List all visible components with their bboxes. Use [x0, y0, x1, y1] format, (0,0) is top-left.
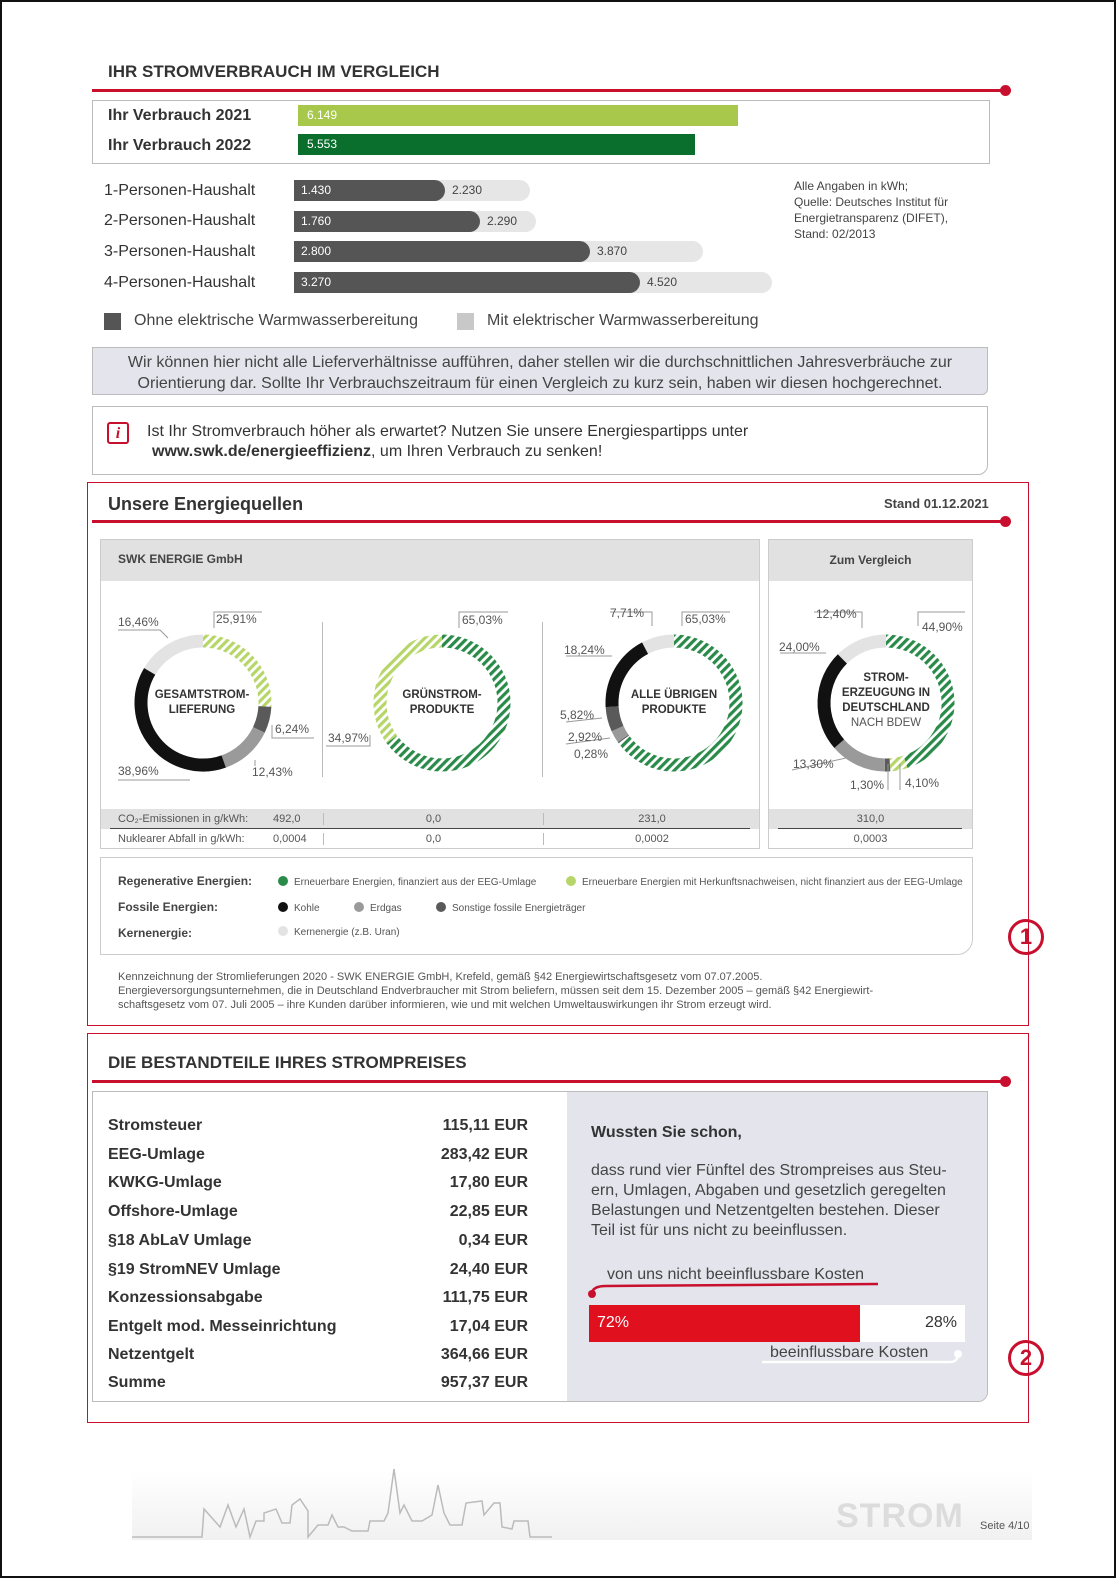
- waste-value: 0,0003: [853, 833, 888, 845]
- orientation-note: Wir können hier nicht alle Lieferverhältnisse aufführen, daher stellen wir die durchschnittlichen Jahresverbräuche zur Orientierung dar. Sollte Ihr Verbrauchszeitraum für einen Vergleich zu kurz sein, haben wir diesen hochgerechnet.: [92, 347, 988, 395]
- price-row-label: KWKG-Umlage: [108, 1174, 222, 1191]
- waste-label: Nuklearer Abfall in g/kWh:: [118, 833, 245, 845]
- household-1-with-value: 2.230: [452, 183, 483, 197]
- donut-label-line: LIEFERUNG: [168, 704, 236, 716]
- price-row-value: 957,37 EUR: [440, 1374, 528, 1391]
- household-4-without-value: 3.270: [301, 275, 332, 289]
- marker-2: 2: [1008, 1340, 1044, 1376]
- price-row-label: Konzessionsabgabe: [108, 1289, 263, 1306]
- waste-value: 0,0: [323, 833, 543, 845]
- uncontrollable-label: von uns nicht beeinflussbare Kosten: [607, 1266, 865, 1283]
- co2-value: 310,0: [856, 813, 885, 825]
- household-4-with-value: 4.520: [647, 275, 678, 289]
- pct-label: 38,96%: [118, 764, 159, 778]
- donut-segment: [224, 730, 259, 762]
- price-row-label: Stromsteuer: [108, 1117, 203, 1134]
- donut-label-line: ERZEUGUNG IN: [841, 687, 931, 699]
- price-row-label: §19 StromNEV Umlage: [108, 1261, 281, 1278]
- own-2021-label: Ihr Verbrauch 2021: [108, 107, 252, 124]
- price-row: [108, 1261, 528, 1279]
- source-line: Stand: 02/2013: [794, 227, 876, 241]
- row-divider: [778, 828, 962, 829]
- own-2021-value: 6.149: [307, 108, 338, 122]
- pct-label: 18,24%: [564, 643, 605, 657]
- legend-item-coal: [278, 902, 320, 914]
- price-row-label: EEG-Umlage: [108, 1146, 205, 1163]
- legend-dot-uran: [278, 926, 288, 936]
- price-row: [108, 1117, 528, 1135]
- pct-label: 1,30%: [850, 778, 885, 792]
- cost-split-fill: [589, 1305, 860, 1342]
- donut-segment: [890, 762, 906, 765]
- legend-item-hkn: [566, 876, 963, 888]
- did-you-know-line: Belastungen und Netzentgelten bestehen. Dieser: [591, 1202, 940, 1219]
- legend-text: Erdgas: [370, 903, 402, 914]
- price-row: [108, 1146, 528, 1164]
- legend-without: Ohne elektrische Warmwasserbereitung: [134, 312, 418, 329]
- pct-label: 24,00%: [779, 640, 820, 654]
- source-line: Energietransparenz (DIFET),: [794, 211, 949, 225]
- uncontrollable-bracket: [586, 1282, 886, 1302]
- company-name: SWK ENERGIE GmbH: [118, 552, 243, 566]
- energy-title: Unsere Energiequellen: [108, 494, 304, 514]
- price-row-label: Offshore-Umlage: [108, 1203, 238, 1220]
- controllable-pct: 28%: [925, 1314, 958, 1331]
- page-number: Seite 4/10: [980, 1520, 1030, 1532]
- pct-label: 5,82%: [560, 708, 595, 722]
- info-text-suffix: , um Ihren Verbrauch zu senken!: [371, 443, 603, 460]
- footer-brand: STROM: [836, 1497, 964, 1535]
- source-line: Quelle: Deutsches Institut für: [794, 195, 949, 209]
- donut-1-label: [144, 688, 260, 718]
- pct-label: 34,97%: [328, 731, 369, 745]
- price-row: [108, 1174, 528, 1192]
- price-row: [108, 1203, 528, 1221]
- price-row-value: 22,85 EUR: [449, 1203, 528, 1220]
- energy-footnote: [118, 970, 873, 1012]
- price-row-label: Entgelt mod. Messeinrichtung: [108, 1318, 337, 1335]
- household-2-with-value: 2.290: [487, 214, 518, 228]
- price-row-value: 17,80 EUR: [449, 1174, 528, 1191]
- price-row-value: 283,42 EUR: [440, 1146, 528, 1163]
- legend-dot-hkn: [566, 876, 576, 886]
- donut-label-line: DEUTSCHLAND: [842, 702, 930, 714]
- legend-item-other-fossil: [436, 902, 585, 914]
- pct-label: 2,92%: [568, 730, 603, 744]
- own-2022-label: Ihr Verbrauch 2022: [108, 137, 252, 154]
- legend-text: Erneuerbare Energien mit Herkunftsnachweisen, nicht finanziert aus der EEG-Umlage: [582, 877, 963, 888]
- pct-label: 0,28%: [574, 747, 609, 761]
- did-you-know-line: ern, Umlagen, Abgaben und gesetzlich geregelten: [591, 1182, 946, 1199]
- price-title: DIE BESTANDTEILE IHRES STROMPREISES: [108, 1053, 467, 1072]
- household-2-label: 2-Personen-Haushalt: [104, 212, 256, 229]
- energy-efficiency-link[interactable]: www.swk.de/energieeffizienz: [152, 443, 372, 460]
- legend-item-gas: [354, 902, 402, 914]
- pct-label: 25,91%: [216, 612, 257, 626]
- footnote-line: Energieversorgungsunternehmen, die in Deutschland Endverbraucher mit Strom beliefern, müssen seit dem 15. Dezember 2005 – gemäß §42 Energiewirt-: [118, 985, 874, 997]
- waste-value: 0,0002: [543, 833, 760, 845]
- pct-label: 13,30%: [793, 757, 834, 771]
- donut-label-line: NACH BDEW: [850, 717, 922, 729]
- donut-segment: [141, 671, 224, 765]
- legend-dot-gas: [354, 902, 364, 912]
- donut-3-label: [616, 688, 732, 718]
- donut-segment: [150, 641, 203, 671]
- legend-item-uran: [278, 926, 400, 938]
- price-row-value: 111,75 EUR: [442, 1289, 528, 1306]
- co2-value: 0,0: [323, 813, 543, 825]
- legend-item-eeg: [278, 876, 536, 888]
- info-text-line1: Ist Ihr Stromverbrauch höher als erwartet? Nutzen Sie unsere Energiespartipps unter: [147, 423, 749, 440]
- did-you-know-text: [591, 1161, 947, 1241]
- donut-label-line: GESAMTSTROM-: [154, 689, 250, 701]
- price-row-value: 115,11 EUR: [442, 1117, 528, 1134]
- waste-value: 0,0004: [273, 833, 307, 845]
- legend-dot-eeg: [278, 876, 288, 886]
- consumption-title: IHR STROMVERBRAUCH IM VERGLEICH: [108, 62, 440, 81]
- co2-value: 231,0: [543, 813, 760, 825]
- controllable-label: beeinflussbare Kosten: [770, 1344, 929, 1361]
- household-2-without-value: 1.760: [301, 214, 332, 228]
- donut-label-line: PRODUKTE: [409, 704, 475, 716]
- donut-segment: [839, 744, 885, 765]
- pct-label: 44,90%: [922, 620, 963, 634]
- legend-text: Erneuerbare Energien, finanziert aus der EEG-Umlage: [294, 877, 537, 888]
- controllable-bracket: [760, 1346, 970, 1366]
- pct-label: 12,40%: [816, 607, 857, 621]
- household-1-label: 1-Personen-Haushalt: [104, 182, 256, 199]
- donut-label-line: GRÜNSTROM-: [402, 689, 482, 701]
- legend-fossil-label: Fossile Energien:: [118, 900, 219, 914]
- pct-label: 12,43%: [252, 765, 293, 779]
- donut-label-line: PRODUKTE: [641, 704, 707, 716]
- co2-value: 492,0: [273, 813, 301, 825]
- price-row-value: 0,34 EUR: [458, 1232, 528, 1249]
- household-3-label: 3-Personen-Haushalt: [104, 243, 256, 260]
- donut-segment: [645, 641, 674, 648]
- source-line: Alle Angaben in kWh;: [794, 179, 909, 193]
- donut-segment: [842, 641, 886, 659]
- donut-label-line: STROM-: [863, 672, 909, 684]
- skyline-illustration: [132, 1465, 552, 1540]
- pct-label: 65,03%: [685, 612, 726, 626]
- uncontrollable-pct: 72%: [597, 1314, 630, 1331]
- legend-dot-other-fossil: [436, 902, 446, 912]
- info-icon: i: [107, 422, 129, 444]
- price-row-label: Summe: [108, 1374, 166, 1391]
- legend-regen-label: Regenerative Energien:: [118, 874, 253, 888]
- legend-text: Sonstige fossile Energieträger: [452, 903, 586, 914]
- row-divider: [110, 828, 750, 829]
- legend-nuclear-label: Kernenergie:: [118, 926, 193, 940]
- donut-segment: [618, 729, 624, 739]
- price-underline: [92, 1080, 1006, 1083]
- price-underline-dot: [1000, 1076, 1011, 1087]
- legend-text: Kernenergie (z.B. Uran): [294, 927, 400, 938]
- legend-text: Kohle: [294, 903, 320, 914]
- marker-1: 1: [1008, 919, 1044, 955]
- own-2022-value: 5.553: [307, 137, 338, 151]
- household-3-with-value: 3.870: [597, 244, 628, 258]
- did-you-know-title: Wussten Sie schon,: [591, 1124, 742, 1141]
- legend-dot-coal: [278, 902, 288, 912]
- pct-label: 16,46%: [118, 615, 159, 629]
- did-you-know-line: dass rund vier Fünftel des Strompreises aus Steu-: [591, 1162, 947, 1179]
- footnote-line: schaftsgesetz vom 07. Juli 2005 – ihre Kunden darüber informieren, wie und mit welchen Umweltauswirkungen ihr Strom erzeugt wird.: [118, 999, 772, 1011]
- price-row-label: §18 AbLaV Umlage: [108, 1232, 252, 1249]
- donut-segment: [623, 738, 624, 739]
- price-row: [108, 1289, 528, 1307]
- price-row: [108, 1232, 528, 1250]
- household-3-without-value: 2.800: [301, 244, 332, 258]
- comparison-title: Zum Vergleich: [829, 553, 912, 567]
- pct-label: 4,10%: [905, 776, 940, 790]
- price-row-value: 24,40 EUR: [449, 1261, 528, 1278]
- price-row-value: 17,04 EUR: [449, 1318, 528, 1335]
- donut-2-label: [384, 688, 500, 718]
- price-row-value: 364,66 EUR: [440, 1346, 528, 1363]
- energy-stand: Stand 01.12.2021: [884, 496, 989, 511]
- pct-label: 65,03%: [462, 613, 503, 627]
- household-1-without-value: 1.430: [301, 183, 332, 197]
- price-row: [108, 1318, 528, 1336]
- legend-with: Mit elektrischer Warmwasserbereitung: [487, 312, 759, 329]
- household-4-label: 4-Personen-Haushalt: [104, 274, 256, 291]
- price-row: [108, 1346, 528, 1364]
- did-you-know-line: Teil ist für uns nicht zu beeinflussen.: [591, 1222, 848, 1239]
- price-row-label: Netzentgelt: [108, 1346, 195, 1363]
- price-row: [108, 1374, 528, 1392]
- donut-label-line: ALLE ÜBRIGEN: [630, 689, 718, 701]
- co2-label: CO₂-Emissionen in g/kWh:: [118, 813, 249, 825]
- pct-label: 7,71%: [610, 606, 645, 620]
- pct-label: 6,24%: [275, 722, 310, 736]
- footnote-line: Kennzeichnung der Stromlieferungen 2020 - SWK ENERGIE GmbH, Krefeld, gemäß §42 Energiewirtschaftsgesetz vom 07.07.2005.: [118, 971, 763, 983]
- donut-4-label: [828, 671, 944, 731]
